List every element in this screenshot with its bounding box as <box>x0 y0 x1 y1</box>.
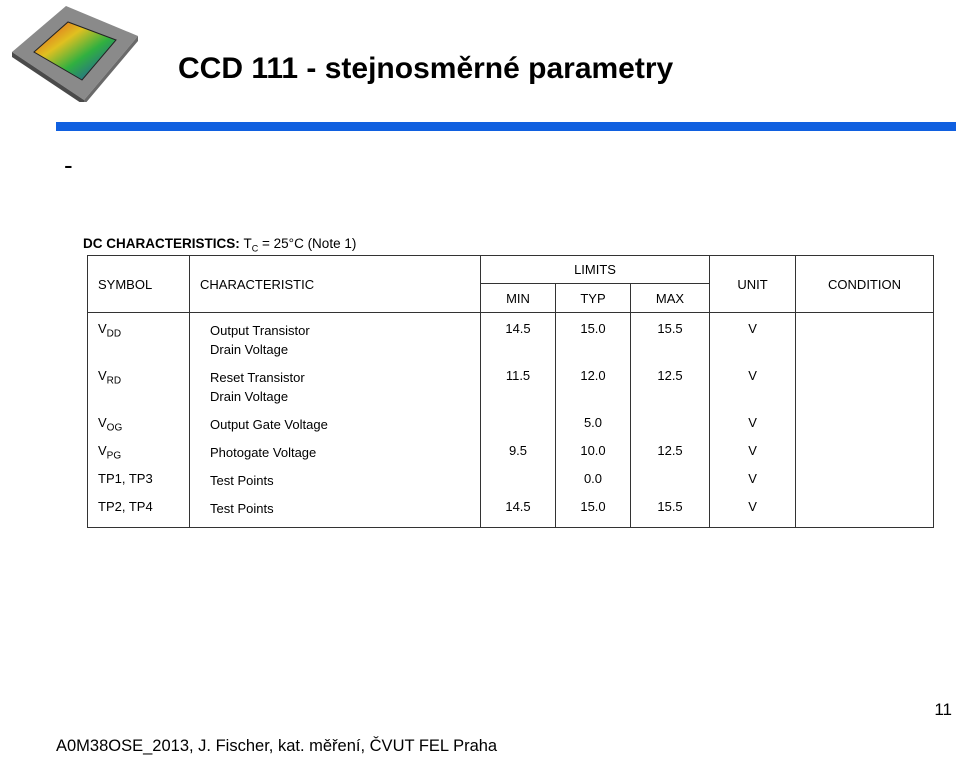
table-row <box>88 443 934 471</box>
row-typ: 15.0 <box>556 499 631 528</box>
row-characteristic: Test Points <box>190 499 481 528</box>
col-header-characteristic: CHARACTERISTIC <box>190 256 481 313</box>
col-header-condition: CONDITION <box>796 256 934 313</box>
row-max: 12.5 <box>631 368 710 415</box>
row-unit: V <box>710 368 796 415</box>
row-min: 14.5 <box>481 499 556 528</box>
row-symbol: $V_{PG}$ <box>88 443 190 471</box>
table-row <box>88 313 934 369</box>
row-characteristic: Test Points <box>190 471 481 499</box>
col-header-max: MAX <box>631 284 710 313</box>
slide-title: CCD 111 - stejnosměrné parametry <box>178 52 674 85</box>
row-max <box>631 415 710 443</box>
row-min: 14.5 <box>481 313 556 369</box>
table-row <box>88 415 934 443</box>
row-symbol: $V_{RD}$ <box>88 368 190 415</box>
col-header-min: MIN <box>481 284 556 313</box>
dc-heading-condition: $T_C = 25^\circ C$ (Note 1) <box>243 236 357 254</box>
row-min: 9.5 <box>481 443 556 471</box>
row-unit: V <box>710 443 796 471</box>
row-max: 15.5 <box>631 499 710 528</box>
row-condition <box>796 443 934 471</box>
row-symbol: TP1, TP3 <box>88 471 190 499</box>
row-symbol: TP2, TP4 <box>88 499 190 528</box>
row-characteristic: Output Transistor Drain Voltage <box>190 313 481 369</box>
col-header-unit: UNIT <box>710 256 796 313</box>
row-characteristic: Output Gate Voltage <box>190 415 481 443</box>
row-max: 15.5 <box>631 313 710 369</box>
row-unit: V <box>710 471 796 499</box>
dc-characteristics-heading <box>83 236 356 254</box>
row-max: 12.5 <box>631 443 710 471</box>
row-symbol: $V_{OG}$ <box>88 415 190 443</box>
col-header-limits: LIMITS <box>481 256 710 284</box>
ccd-chip-image <box>4 2 144 102</box>
col-header-symbol: SYMBOL <box>88 256 190 313</box>
row-condition <box>796 471 934 499</box>
row-typ: 5.0 <box>556 415 631 443</box>
row-typ: 15.0 <box>556 313 631 369</box>
row-characteristic: Photogate Voltage <box>190 443 481 471</box>
row-max <box>631 471 710 499</box>
row-condition <box>796 499 934 528</box>
row-characteristic: Reset Transistor Drain Voltage <box>190 368 481 415</box>
dc-characteristics-table <box>87 255 934 528</box>
row-condition <box>796 368 934 415</box>
row-unit: V <box>710 415 796 443</box>
dc-heading-label: DC CHARACTERISTICS: <box>83 236 240 251</box>
row-min: 11.5 <box>481 368 556 415</box>
title-divider <box>56 122 956 131</box>
row-typ: 0.0 <box>556 471 631 499</box>
bullet-point: - <box>64 150 73 180</box>
row-min <box>481 415 556 443</box>
page-number: 11 <box>934 700 952 719</box>
row-typ: 10.0 <box>556 443 631 471</box>
table-row <box>88 368 934 415</box>
slide-footer: A0M38OSE_2013, J. Fischer, kat. měření, ČVUT FEL Praha <box>56 737 498 755</box>
row-symbol: $V_{DD}$ <box>88 313 190 369</box>
row-unit: V <box>710 499 796 528</box>
row-min <box>481 471 556 499</box>
table-row <box>88 471 934 499</box>
col-header-typ: TYP <box>556 284 631 313</box>
row-condition <box>796 313 934 369</box>
row-condition <box>796 415 934 443</box>
row-unit: V <box>710 313 796 369</box>
row-typ: 12.0 <box>556 368 631 415</box>
table-row <box>88 499 934 528</box>
